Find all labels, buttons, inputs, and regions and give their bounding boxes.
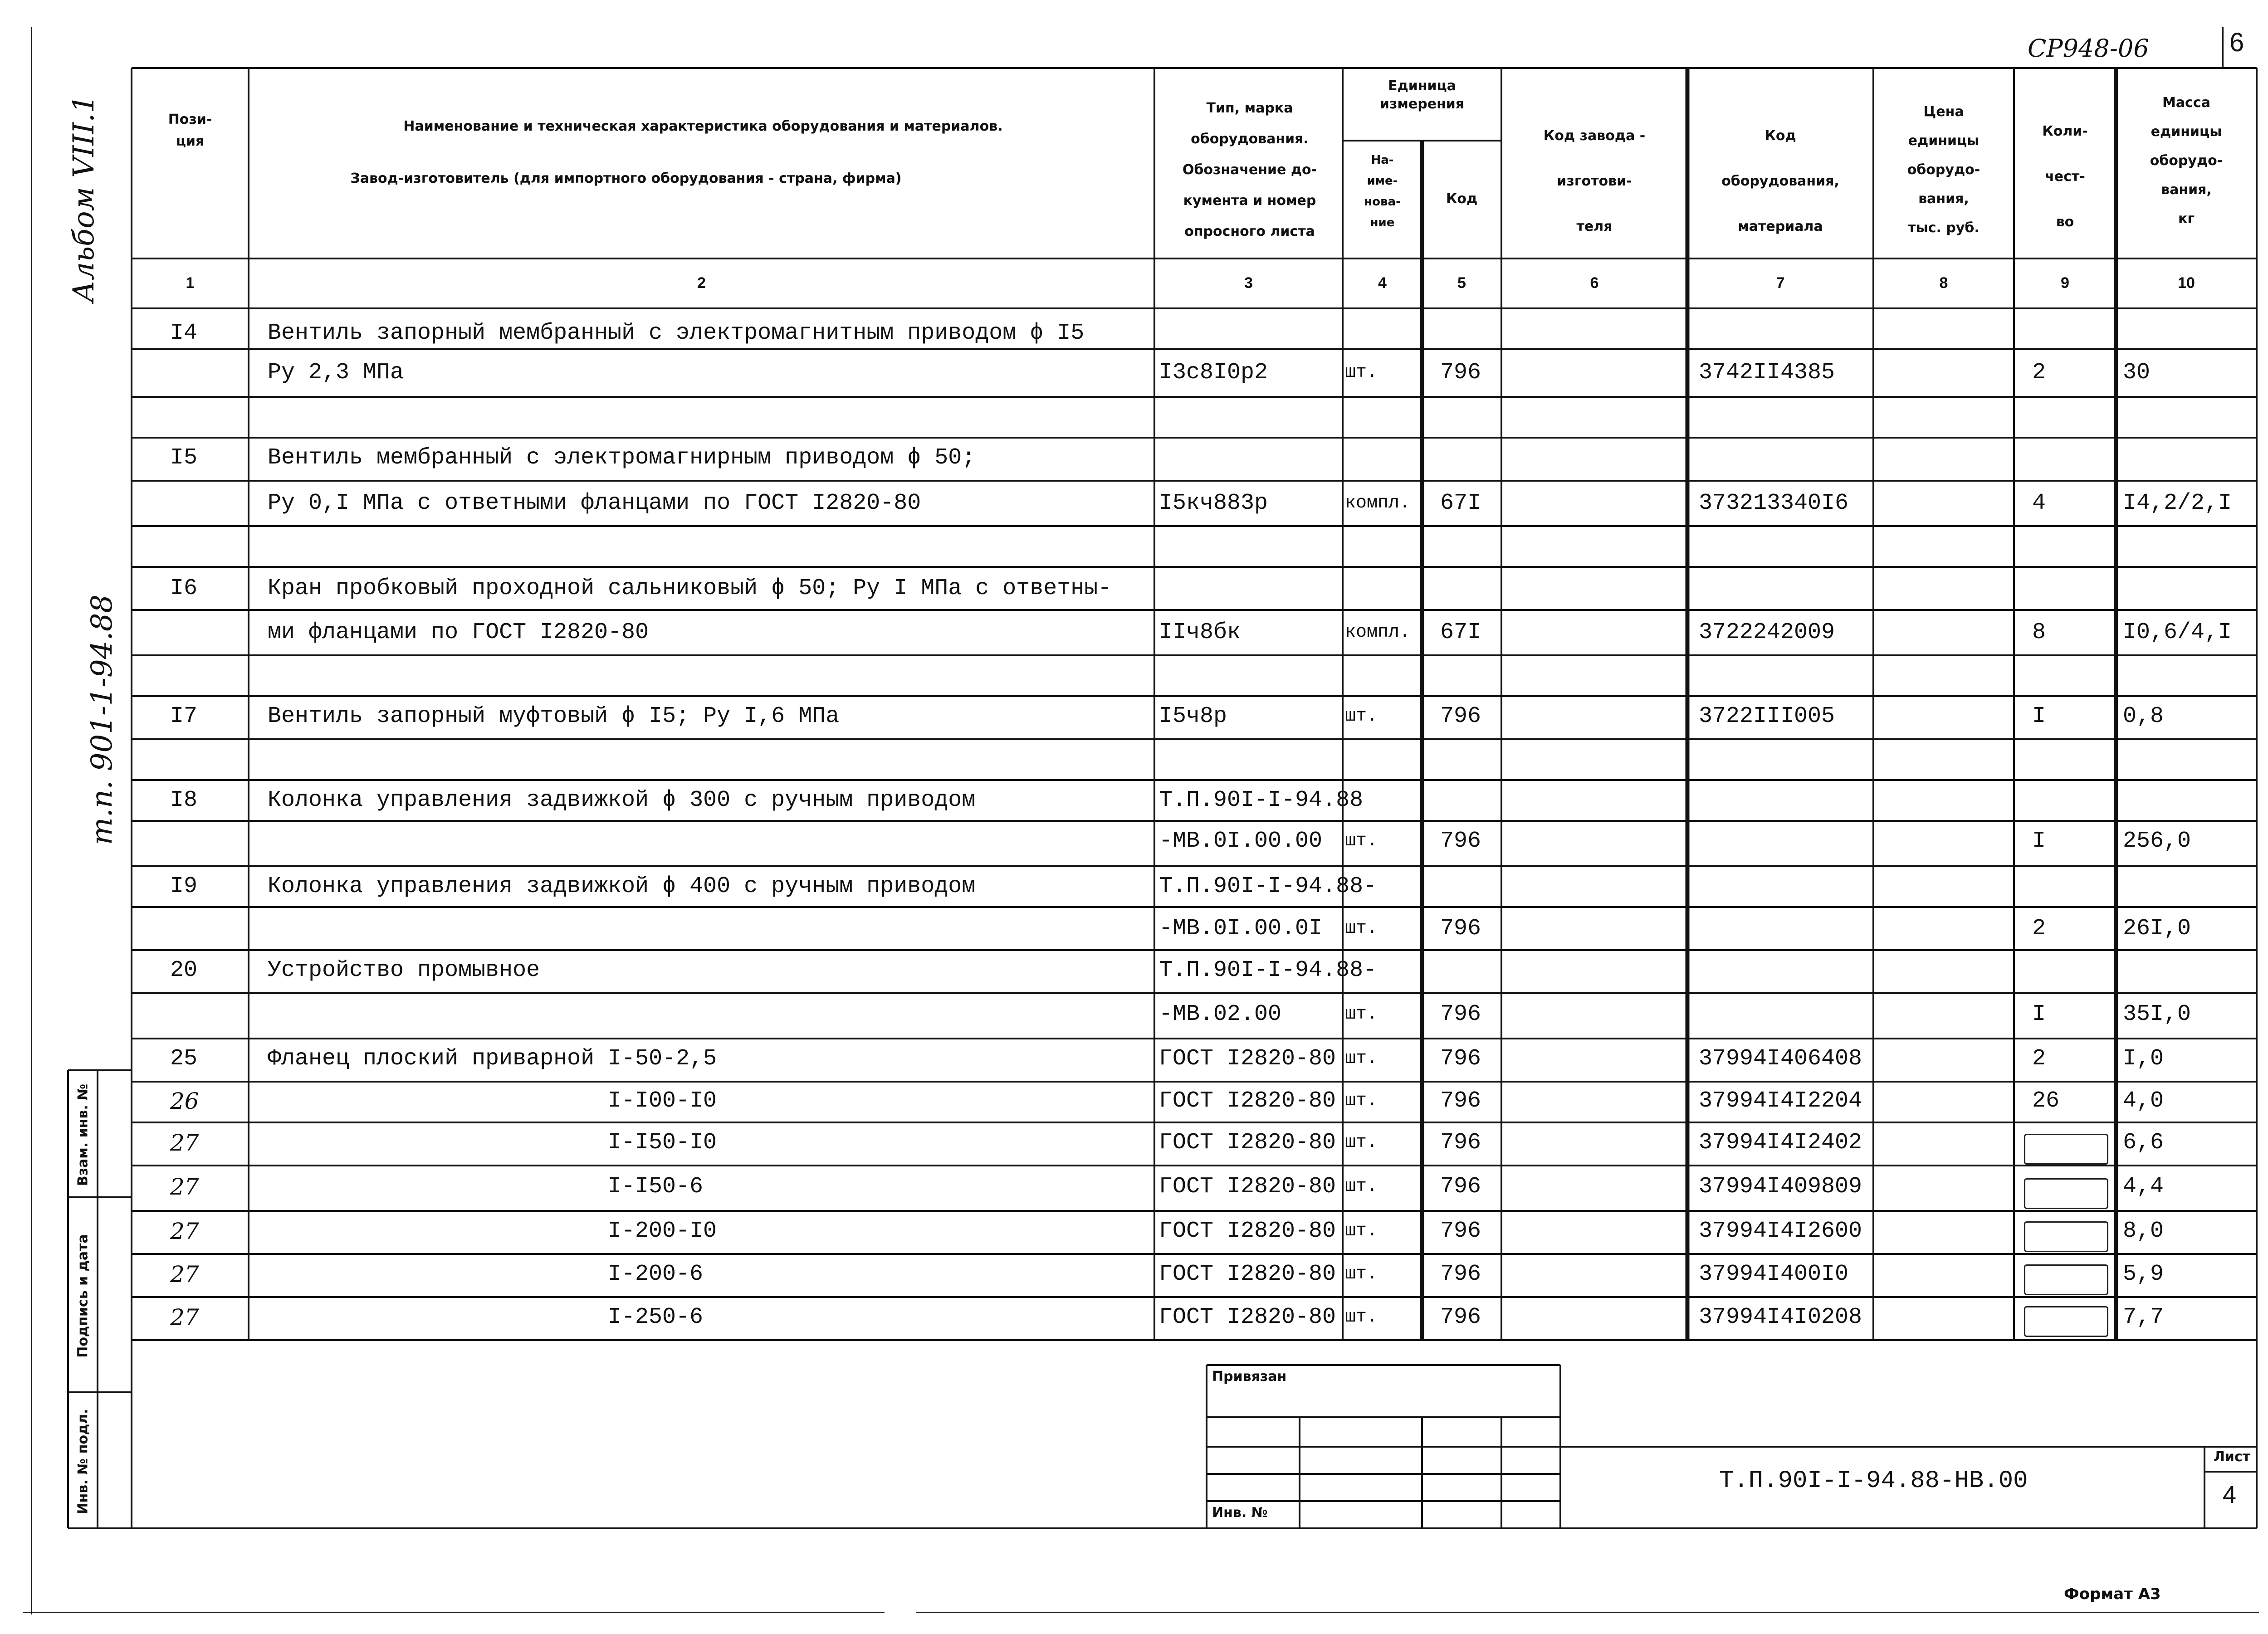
header-mass: Масса единицы оборудо- вания, кг (2150, 95, 2223, 227)
cell-type: ГОСТ I2820-80 (1159, 1304, 1336, 1330)
cell-unit: компл. (1345, 493, 1411, 513)
margin-inv-podl: Инв. № подл. (75, 1409, 91, 1514)
cell-position: I6 (170, 576, 198, 601)
stamp-sheet-number: 4 (2223, 1481, 2237, 1508)
header-quantity: Коли- чест- во (2042, 123, 2088, 230)
cell-type: Т.П.90I-I-94.88- (1159, 873, 1377, 899)
cell-type: Т.П.90I-I-94.88- (1159, 957, 1377, 983)
cell-unit: шт. (1345, 362, 1378, 383)
cell-type: ГОСТ I2820-80 (1159, 1261, 1336, 1287)
cell-name: I-I00-I0 (608, 1088, 717, 1114)
header-unit-code: Код (1446, 191, 1478, 207)
cell-unit-code: 796 (1440, 703, 1481, 729)
cell-quantity: 8 (2032, 619, 2046, 645)
format-label: Формат А3 (2064, 1585, 2161, 1603)
cell-type: -МВ.0I.00.0I (1159, 916, 1323, 941)
cell-quantity: 2 (2032, 1046, 2046, 1072)
cell-name: Кран пробковый проходной сальниковый ϕ 50; Ру I МПа с ответны- (268, 576, 1112, 601)
cell-quantity: I (2032, 1001, 2046, 1027)
empty-quantity-box (2024, 1221, 2108, 1252)
cell-unit: шт. (1345, 1132, 1378, 1153)
cell-name: Ру 2,3 МПа (268, 360, 404, 385)
cell-quantity: I (2032, 703, 2046, 729)
cell-unit: шт. (1345, 1307, 1378, 1327)
stamp-privyazan: Привязан (1212, 1369, 1287, 1385)
empty-quantity-box (2024, 1134, 2108, 1165)
cell-type: ГОСТ I2820-80 (1159, 1046, 1336, 1072)
cell-unit-code: 796 (1440, 916, 1481, 941)
cell-name: Ру 0,I МПа с ответными фланцами по ГОСТ I2820-80 (268, 490, 921, 516)
cell-mass: 5,9 (2123, 1261, 2164, 1287)
cell-type: ГОСТ I2820-80 (1159, 1130, 1336, 1156)
header-position: Пози- ция (168, 112, 212, 149)
cell-unit-code: 796 (1440, 1088, 1481, 1114)
cell-unit: шт. (1345, 1176, 1378, 1197)
cell-unit: шт. (1345, 1004, 1378, 1024)
cell-mass: 6,6 (2123, 1130, 2164, 1156)
col-num-7: 7 (1776, 274, 1785, 292)
cell-mass: 7,7 (2123, 1304, 2164, 1330)
cell-quantity: 2 (2032, 916, 2046, 941)
cell-unit-code: 67I (1440, 490, 1481, 516)
cell-position: 27 (170, 1304, 199, 1331)
cell-material-code: 37994I4I0208 (1699, 1304, 1862, 1330)
cell-unit: компл. (1345, 622, 1411, 643)
col-num-2: 2 (697, 274, 706, 292)
cell-position: I4 (170, 320, 198, 346)
cell-unit: шт. (1345, 918, 1378, 939)
cell-mass: 35I,0 (2123, 1001, 2191, 1027)
cell-type: ГОСТ I2820-80 (1159, 1218, 1336, 1244)
stamp-sheet-label: Лист (2214, 1449, 2251, 1465)
cell-position: 25 (170, 1046, 198, 1072)
cell-position: I8 (170, 787, 198, 813)
cell-mass: 256,0 (2123, 828, 2191, 854)
header-name-line2: Завод-изготовитель (для импортного оборудования - страна, фирма) (350, 171, 902, 186)
top-page-number: 6 (2229, 28, 2244, 57)
cell-mass: 0,8 (2123, 703, 2164, 729)
stamp-inv-no: Инв. № (1212, 1505, 1268, 1521)
series-label: т.п. 901-1-94.88 (85, 594, 119, 845)
cell-material-code: 3722III005 (1699, 703, 1835, 729)
cell-unit-code: 796 (1440, 828, 1481, 854)
col-num-3: 3 (1244, 274, 1253, 292)
col-num-10: 10 (2178, 274, 2195, 292)
cell-quantity: 2 (2032, 360, 2046, 385)
cell-unit: шт. (1345, 831, 1378, 851)
cell-type: IIч8бк (1159, 619, 1241, 645)
cell-mass: 4,0 (2123, 1088, 2164, 1114)
cell-mass: 30 (2123, 360, 2151, 385)
col-num-6: 6 (1590, 274, 1599, 292)
cell-position: 27 (170, 1218, 199, 1244)
header-manufacturer-code: Код завода - изготови- теля (1543, 128, 1646, 234)
cell-unit-code: 796 (1440, 1174, 1481, 1200)
header-type: Тип, марка оборудования. Обозначение до- кумента и номер опросного листа (1182, 100, 1317, 239)
cell-name: I-250-6 (608, 1304, 704, 1330)
cell-name: Вентиль запорный мембранный с электромагнитным приводом ϕ I5 (268, 320, 1085, 346)
cell-mass: 8,0 (2123, 1218, 2164, 1244)
cell-material-code: 37994I4I2204 (1699, 1088, 1862, 1114)
cell-position: 27 (170, 1130, 199, 1156)
cell-name: Колонка управления задвижкой ϕ 300 с ручным приводом (268, 787, 976, 813)
cell-name: ми фланцами по ГОСТ I2820-80 (268, 619, 649, 645)
margin-podpis-data: Подпись и дата (75, 1234, 91, 1358)
cell-unit-code: 796 (1440, 360, 1481, 385)
header-name-line1: Наименование и техническая характеристика оборудования и материалов. (403, 118, 1003, 134)
cell-material-code: 37994I400I0 (1699, 1261, 1849, 1287)
cell-name: Вентиль мембранный с электромагнирным приводом ϕ 50; (268, 445, 976, 471)
cell-material-code: 3742II4385 (1699, 360, 1835, 385)
cell-name: I-I50-I0 (608, 1130, 717, 1156)
col-num-4: 4 (1378, 274, 1387, 292)
cell-position: 27 (170, 1174, 199, 1200)
cell-unit: шт. (1345, 1264, 1378, 1284)
cell-unit-code: 796 (1440, 1130, 1481, 1156)
cell-material-code: 373213340I6 (1699, 490, 1849, 516)
stamp-designation: Т.П.90I-I-94.88-НВ.00 (1719, 1467, 2028, 1495)
cell-name: I-I50-6 (608, 1174, 704, 1200)
cell-name: Фланец плоский приварной I-50-2,5 (268, 1046, 717, 1072)
cell-material-code: 37994I4I2402 (1699, 1130, 1862, 1156)
cell-name: Колонка управления задвижкой ϕ 400 с ручным приводом (268, 873, 976, 899)
cell-quantity: 26 (2032, 1088, 2060, 1114)
header-price: Цена единицы оборудо- вания, тыс. руб. (1907, 104, 1980, 236)
cell-unit: шт. (1345, 1091, 1378, 1111)
cell-type: ГОСТ I2820-80 (1159, 1174, 1336, 1200)
cell-unit: шт. (1345, 1049, 1378, 1069)
col-num-9: 9 (2061, 274, 2069, 292)
cell-unit-code: 796 (1440, 1261, 1481, 1287)
margin-vzam-inv: Взам. инв. № (75, 1083, 91, 1186)
cell-unit-code: 796 (1440, 1001, 1481, 1027)
empty-quantity-box (2024, 1306, 2108, 1337)
cell-type: ГОСТ I2820-80 (1159, 1088, 1336, 1114)
cell-position: I7 (170, 703, 198, 729)
cell-name: I-200-I0 (608, 1218, 717, 1244)
cell-type: I5кч883р (1159, 490, 1268, 516)
header-material-code: Код оборудования, материала (1721, 128, 1839, 234)
cell-position: 26 (170, 1088, 199, 1114)
cell-name: I-200-6 (608, 1261, 704, 1287)
cell-quantity: 4 (2032, 490, 2046, 516)
header-unit-name: На- име- нова- ние (1364, 153, 1401, 229)
empty-quantity-box (2024, 1178, 2108, 1209)
cell-material-code: 37994I406408 (1699, 1046, 1862, 1072)
col-num-8: 8 (1939, 274, 1948, 292)
cell-name: Устройство промывное (268, 957, 540, 983)
cell-unit-code: 796 (1440, 1218, 1481, 1244)
cell-unit-code: 796 (1440, 1304, 1481, 1330)
cell-unit: шт. (1345, 706, 1378, 727)
cell-quantity: I (2032, 828, 2046, 854)
cell-material-code: 3722242009 (1699, 619, 1835, 645)
cell-type: I3с8I0р2 (1159, 360, 1268, 385)
album-label: Альбом VIII.1 (67, 94, 101, 302)
cell-unit-code: 796 (1440, 1046, 1481, 1072)
cell-name: Вентиль запорный муфтовый ϕ I5; Ру I,6 МПа (268, 703, 840, 729)
cell-type: -МВ.02.00 (1159, 1001, 1282, 1027)
col-num-5: 5 (1457, 274, 1466, 292)
cell-type: I5ч8р (1159, 703, 1227, 729)
cell-material-code: 37994I409809 (1699, 1174, 1862, 1200)
cell-position: 20 (170, 957, 198, 983)
cell-mass: 26I,0 (2123, 916, 2191, 941)
cell-position: 27 (170, 1261, 199, 1288)
cell-mass: I,0 (2123, 1046, 2164, 1072)
cell-position: I9 (170, 873, 198, 899)
cell-unit-code: 67I (1440, 619, 1481, 645)
header-unit: Единица измерения (1379, 78, 1465, 112)
cell-type: -МВ.0I.00.00 (1159, 828, 1323, 854)
cell-mass: I4,2/2,I (2123, 490, 2232, 516)
cell-material-code: 37994I4I2600 (1699, 1218, 1862, 1244)
col-num-1: 1 (186, 274, 195, 292)
cell-type: Т.П.90I-I-94.88 (1159, 787, 1364, 813)
cell-unit: шт. (1345, 1221, 1378, 1241)
cell-mass: I0,6/4,I (2123, 619, 2232, 645)
document-code: СР948-06 (2028, 34, 2149, 63)
empty-quantity-box (2024, 1264, 2108, 1295)
cell-position: I5 (170, 445, 198, 471)
cell-mass: 4,4 (2123, 1174, 2164, 1200)
